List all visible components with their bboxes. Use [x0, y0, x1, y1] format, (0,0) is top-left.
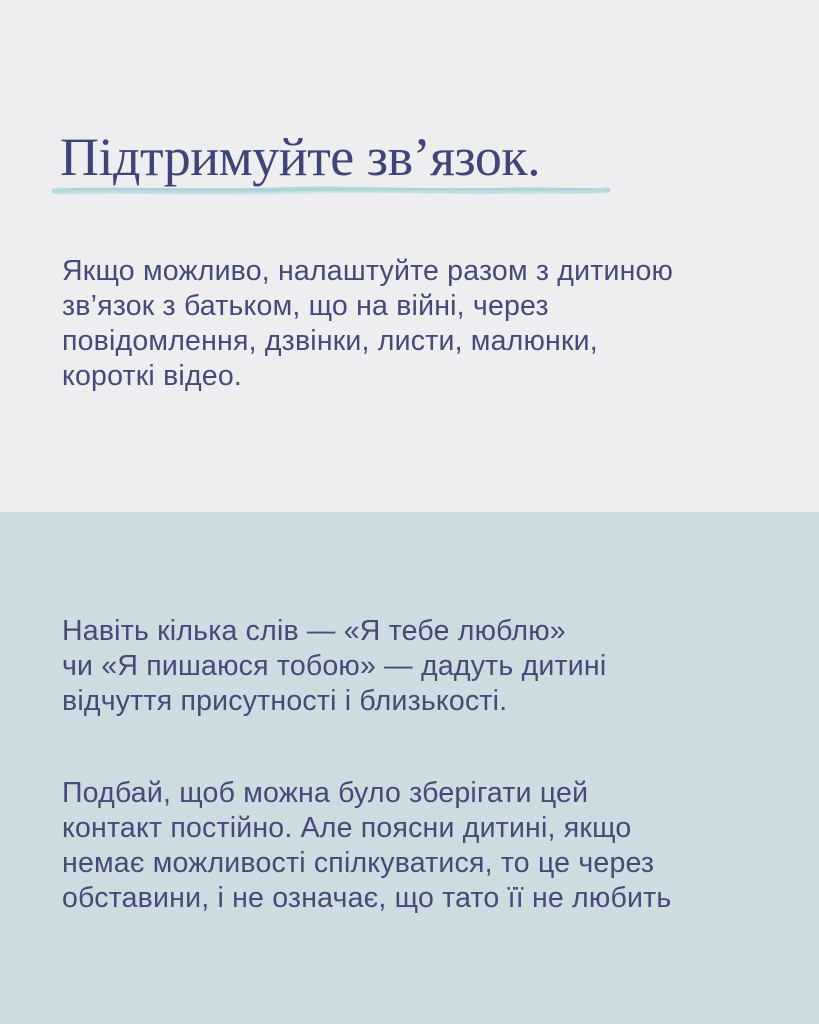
- paragraph-line: контакт постійно. Але поясни дитині, якщо: [62, 812, 632, 844]
- paragraph-line: короткі відео.: [62, 360, 243, 392]
- paragraph-line: зв’язок з батьком, що на війні, через: [62, 290, 549, 322]
- intro-paragraph: [62, 254, 782, 394]
- paragraph-line: обставини, і не означає, що тато її не любить: [62, 882, 672, 914]
- words-paragraph: [62, 614, 782, 719]
- page-title: Підтримуйте зв’язок.: [60, 127, 541, 187]
- contact-paragraph: [62, 776, 802, 916]
- paragraph-line: Подбай, щоб можна було зберігати цей: [62, 777, 589, 809]
- heading-block: [60, 128, 540, 187]
- paragraph-line: Якщо можливо, налаштуйте разом з дитиною: [62, 255, 674, 287]
- paragraph-line: чи «Я пишаюся тобою» — дадуть дитині: [62, 650, 607, 682]
- brush-underline-decoration: [52, 184, 612, 198]
- paragraph-line: немає можливості спілкуватися, то це через: [62, 847, 655, 879]
- bottom-section: [0, 512, 819, 1024]
- paragraph-line: повідомлення, дзвінки, листи, малюнки,: [62, 325, 598, 357]
- paragraph-line: відчуття присутності і близькості.: [62, 685, 508, 717]
- paragraph-line: Навіть кілька слів — «Я тебе люблю»: [62, 615, 566, 647]
